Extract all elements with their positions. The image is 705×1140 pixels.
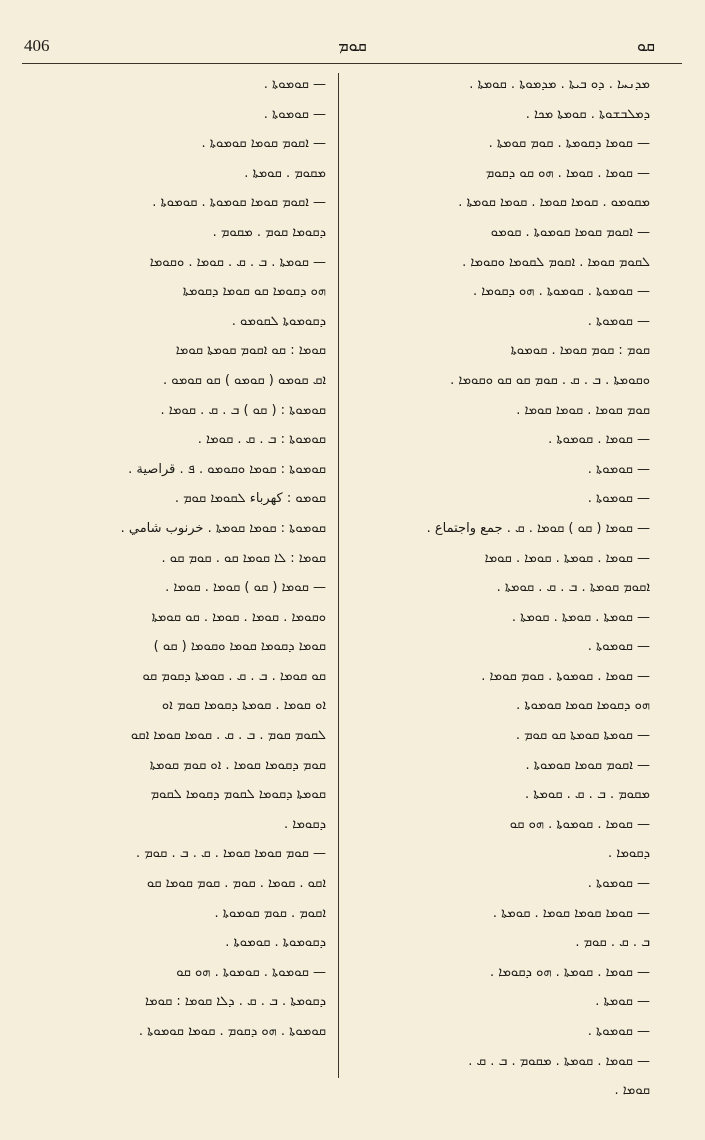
entry-line: — ܩܘܡܐ . ܩܘܡܘܬܐ . ܩܘܡ ܩܘܡܐ . [481,668,650,684]
running-head-mark: ܩܘ [636,36,655,55]
entry-line: ܕܩܘܡܐ . [608,846,650,862]
entry-line: ܘܩܘܡܬܐ . ܒ . ܩ . ܩܘܡ ܩܘ ܩܘ ܘܩܘܡܐ . [450,372,650,388]
entry-line: — ܩܘܡܘܬܐ . [587,639,650,655]
entry-line: ܩܘܡܐ ܕܩܘܡܐ ܩܘܡܐ ܘܩܘܡܐ ( ܩܘ ) [153,639,326,655]
entry-line: — ܩܘܡܐ . ܩܘܡܬܐ . ܗܘ ܕܩܘܡܐ . [490,964,650,980]
entry-line: — ܩܘܡܘܬܐ . [263,77,326,92]
entry-line: ܡܩܘܡ . ܒ . ܩ . ܩܘܡܬܐ . [524,787,650,803]
entry-line: — ܩܘܡܘܬܐ . ܩܘܡܘܬܐ . ܗܘ ܩܘ [176,964,326,980]
entry-line: ܕܡܠܒܫܘܬܐ . ܩܘܡܬܐ ܡܟܐ . [525,106,650,122]
entry-line: — ܩܘܡܐ . ܩܘܡܐ . ܗܘ ܩܘ ܕܩܘܡ [485,165,650,181]
entry-line: ܐܘ ܩܘܡܐ . ܩܘܡܬܐ ܕܩܘܡܐ ܩܘܡ ܐܘ [161,698,326,714]
entry-line: ܩܘܡܘܬܐ . ܗܘ ܕܩܘܡ . ܩܘܡܐ ܩܘܡܘܬܐ . [138,1024,326,1039]
entry-line: — ܐܩܘܡ ܩܘܡܐ ܩܘܡܘܬܐ . ܩܘܡܘ [490,224,650,240]
entry-line: ܩܘܡ : ܩܘܡ ܩܘܡܐ . ܩܘܡܘܬܐ [510,343,650,359]
entry-line: ܡܕܢܚܐ . ܕܘ ܒܝܬܐ . ܡܕܡܘܬܐ . ܩܘܡܬܐ . [469,77,650,92]
entry-line: ܐܩܘ . ܩܘܡܐ . ܩܘܡ . ܩܘܡ ܩܘܡܐ ܩܘ [146,876,326,892]
entry-line: — ܩܘܡܬܐ . ܩܘܡܬܐ . ܩܘܡܬܐ . [511,609,650,625]
entry-line: ܕܩܘܡܘܬܐ . ܩܘܡܘܬܐ . [225,935,326,951]
entry-line: — ܩܘܡܘܬܐ . [263,106,326,122]
entry-line: ܩܘܡܐ . [614,1083,650,1099]
column-divider [338,73,339,1078]
entry-line: ܩܘܡܐ : ܠܐ ܩܘܡܐ ܩܘ . ܩܘܡ ܩܘ . [161,550,326,566]
entry-line: — ܩܘܡܐ ( ܩܘ ) ܩܘܡܐ . ܩ . جمع واجتماع . [426,520,650,536]
entry-line: ܐܩ ܩܘܡܘ ( ܩܘܡܘ ) ܩܘ ܩܘܡܘ . [163,372,326,388]
entry-line: ܕܩܘܡܐ ܩܘܡ . ܡܩܘܡ . [212,224,326,240]
entry-line: — ܩܘܡܘܬܐ . [587,491,650,507]
entry-line: ܡܩܘܡܘ . ܩܘܡܐ ܩܘܡܐ . ܩܘܡܐ ܩܘܡܬܐ . [458,195,650,211]
entry-line: ܗܘ ܕܩܘܡܐ ܩܘ ܩܘܡܐ ܕܩܘܡܬܐ [182,284,326,300]
entry-line: — ܩܘܡܐ ܕܩܘܡܬܐ . ܩܘܡ ܩܘܡܬܐ . [488,136,650,152]
entry-line: — ܩܘܡܐ . ܩܘܡܬܐ . ܩܘܡܐ . ܩܘܡܐ [484,550,650,566]
entry-line: — ܩܘܡܐ . ܩܘܡܘܬܐ . ܗܘ ܩܘ [509,816,650,832]
entry-line: ܩܘܡܘܬܐ : ( ܩܘ ) ܒ . ܩ . ܩܘܡܐ . [160,402,326,418]
entry-line: — ܐܩܘܡ ܩܘܡܐ ܩܘܡܘܬܐ . ܩܘܡܘܬܐ . [152,195,326,211]
entry-line: — ܩܘܡܐ ܩܘܡܐ ܩܘܡܐ . ܩܘܡܬܐ . [492,905,650,921]
right-column [350,70,650,1099]
entry-line: — ܩܘܡ ܩܘܡܐ ܩܘܡܐ . ܩ . ܒ . ܩܘܡ . [135,846,326,862]
entry-line: ܩܘܡܘܬܐ : ܩܘܡܐ ܘܩܘܡܘ . ܦ . قراصية . [128,461,326,477]
entry-line: — ܩܘܡܐ . ܩܘܡܬܐ . ܡܩܘܡ . ܒ . ܩ . [468,1053,650,1069]
entry-line: ܕܩܘܡܘܬܐ ܠܩܘܡܘ . [231,313,326,329]
header-rule [22,63,682,64]
entry-line: — ܩܘܡܬܐ . [595,994,650,1010]
entry-line: ܕܩܘܡܬܐ . ܒ . ܩ . ܕܠܐ ܩܘܡܐ : ܩܘܡܐ [144,994,326,1010]
entry-line: ܩܘ ܩܘܡܐ . ܒ . ܩ . ܩܘܡܬܐ ܕܩܘܡ ܩܘ [142,668,326,684]
entry-line: ܩܘܡܘܬܐ : ܒ . ܩ . ܩܘܡܐ . [197,432,326,448]
entry-line: — ܩܘܡܘܬܐ . ܩܘܡܘܬܐ . ܗܘ ܕܩܘܡܐ . [472,284,650,300]
entry-line: ܡܩܘܡ . ܩܘܡܬܐ . [244,165,326,181]
entry-line: ܗܘ ܕܩܘܡܐ ܩܘܡܐ ܩܘܡܘܬܐ . [516,698,650,714]
entry-line: ܩܘܡܐ : ܩܘ ܐܩܘܡ ܩܘܡܬܐ ܩܘܡܐ [175,343,326,359]
entry-line: ܕܩܘܡܐ . [284,816,326,832]
entry-line: — ܩܘܡܬܐ . ܒ . ܩ . ܩܘܡܐ . ܘܩܘܡܐ [149,254,326,270]
running-head: ܩܘܡ [338,36,367,55]
entry-line: — ܩܘܡܘܬܐ . [587,313,650,329]
entry-line: ܩܘܡܘ : كهرباء ܠܩܘܡܐ ܩܘܡ . [174,491,326,507]
entry-line: ܩܘܡܬܐ ܕܩܘܡܐ ܠܩܘܡ ܕܩܘܡܐ ܠܩܘܡ [150,787,326,803]
entry-line: — ܐܩܘܡ ܩܘܡܐ ܩܘܡܘܬܐ . [201,136,326,152]
entry-line: ܩܘܡ ܩܘܡܐ . ܩܘܡܐ ܩܘܡܐ . [516,402,650,418]
entry-line: — ܩܘܡܐ ( ܩܘ ) ܩܘܡܐ . ܩܘܡܐ . [165,580,326,596]
entry-line: ܠܩܘܡ ܩܘܡ . ܒ . ܩ . ܩܘܡܐ ܩܘܡܐ ܐܩܘ [130,728,326,744]
entry-line: ܠܩܘܡ ܩܘܡܐ . ܐܩܘܡ ܠܩܘܡܐ ܘܩܘܡܐ . [462,254,650,270]
entry-line: ܘܩܘܡܐ . ܩܘܡܐ . ܩܘܡܐ . ܩܘ ܩܘܡܬܐ [151,609,326,625]
entry-line: ܒ . ܩ . ܩܘܡ . [575,935,650,951]
entry-line: — ܩܘܡܬܐ ܩܘܡܬܐ ܩܘ ܩܘܡ . [515,728,650,744]
entry-line: — ܩܘܡܐ . ܩܘܡܘܬܐ . [548,432,650,448]
entry-line: — ܩܘܡܘܬܐ . [587,1024,650,1039]
entry-line: ܩܘܡ ܕܩܘܡܐ ܩܘܡܐ . ܐܘ ܩܘܡ ܩܘܡܬܐ [149,757,326,773]
entry-line: ܩܘܡܘܬܐ : ܩܘܡܐ ܩܘܡܬܐ . خرنوب شامي . [120,520,326,536]
entry-line: — ܩܘܡܘܬܐ . [587,876,650,892]
entry-line: ܐܩܘܡ ܩܘܡܬܐ . ܒ . ܩ . ܩܘܡܬܐ . [496,580,650,596]
entry-line: — ܐܩܘܡ ܩܘܡܐ ܩܘܡܘܬܐ . [525,757,650,773]
entry-line: ܐܩܘܡ . ܩܘܡ ܩܘܡܘܬܐ . [214,905,326,921]
left-column [26,70,326,1080]
page-number: 406 [24,36,50,55]
entry-line: — ܩܘܡܘܬܐ . [587,461,650,477]
